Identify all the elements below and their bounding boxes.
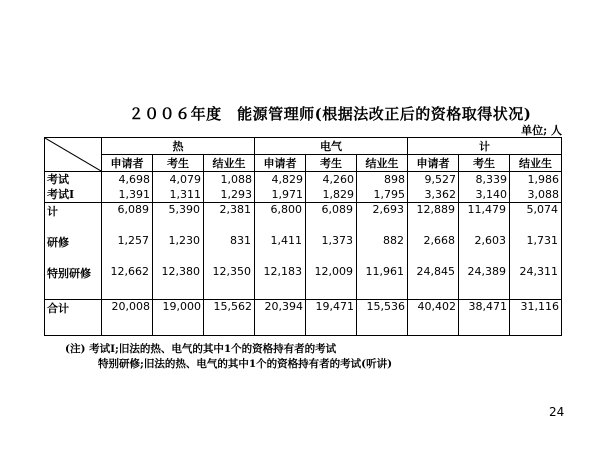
table-cell: 4,698 1,391 bbox=[102, 172, 153, 203]
footnotes bbox=[65, 342, 392, 372]
table-cell: 15,536 bbox=[357, 300, 408, 336]
table-cell: 2,693 882 11,961 bbox=[357, 203, 408, 300]
row-label: 计 bbox=[47, 205, 58, 218]
table-cell: 19,000 bbox=[153, 300, 204, 336]
subheader-examinees: 考生 bbox=[459, 155, 510, 172]
table-cell: 6,089 1,257 12,662 bbox=[102, 203, 153, 300]
group-header-total: 计 bbox=[408, 138, 562, 155]
subheader-applicants: 申请者 bbox=[408, 155, 459, 172]
table-cell: 4,829 1,971 bbox=[255, 172, 306, 203]
footnote-line: (注) 考试Ⅰ;旧法的热、电气的其中1个的资格持有者的考试 bbox=[65, 343, 337, 355]
subheader-examinees: 考生 bbox=[306, 155, 357, 172]
table-row-grand-total bbox=[45, 300, 562, 336]
table-cell: 2,381 831 12,350 bbox=[204, 203, 255, 300]
group-header-heat: 热 bbox=[102, 138, 255, 155]
page-number: 24 bbox=[549, 405, 565, 419]
diagonal-line bbox=[45, 138, 101, 171]
subheader-examinees: 考生 bbox=[153, 155, 204, 172]
row-label: 考试Ⅰ bbox=[47, 188, 75, 201]
row-label-group bbox=[45, 203, 102, 300]
group-header-electric: 电气 bbox=[255, 138, 408, 155]
table-cell: 6,089 1,373 12,009 bbox=[306, 203, 357, 300]
table-cell: 9,527 3,362 bbox=[408, 172, 459, 203]
table-cell: 20,394 bbox=[255, 300, 306, 336]
row-label-exam bbox=[45, 172, 102, 203]
table-cell: 40,402 bbox=[408, 300, 459, 336]
table-cell: 11,479 2,603 24,389 bbox=[459, 203, 510, 300]
table-cell: 38,471 bbox=[459, 300, 510, 336]
table-cell: 5,390 1,230 12,380 bbox=[153, 203, 204, 300]
table-cell: 31,116 bbox=[510, 300, 562, 336]
table-row-exam bbox=[45, 172, 562, 203]
table-cell: 15,562 bbox=[204, 300, 255, 336]
table-cell: 5,074 1,731 24,311 bbox=[510, 203, 562, 300]
table-cell: 898 1,795 bbox=[357, 172, 408, 203]
subheader-graduates: 结业生 bbox=[510, 155, 562, 172]
table-cell: 1,986 3,088 bbox=[510, 172, 562, 203]
table-cell: 4,260 1,829 bbox=[306, 172, 357, 203]
table-row-summary bbox=[45, 203, 562, 300]
table-cell: 1,088 1,293 bbox=[204, 172, 255, 203]
row-label: 研修 bbox=[47, 236, 69, 249]
subheader-graduates: 结业生 bbox=[204, 155, 255, 172]
page-title: ２００６年度 能源管理师(根据法改正后的资格取得状况) bbox=[128, 105, 532, 123]
subheader-applicants: 申请者 bbox=[255, 155, 306, 172]
subheader-applicants: 申请者 bbox=[102, 155, 153, 172]
table-cell: 8,339 3,140 bbox=[459, 172, 510, 203]
row-label: 特别研修 bbox=[47, 267, 91, 280]
row-label: 考试 bbox=[47, 173, 69, 186]
corner-cell bbox=[45, 138, 102, 172]
footnote-line: 特别研修;旧法的热、电气的其中1个的资格持有者的考试(听讲) bbox=[98, 358, 393, 370]
row-label-grand-total: 合计 bbox=[45, 300, 102, 336]
subheader-graduates: 结业生 bbox=[357, 155, 408, 172]
table-cell: 6,800 1,411 12,183 bbox=[255, 203, 306, 300]
qualification-table bbox=[44, 137, 562, 336]
table-cell: 4,079 1,311 bbox=[153, 172, 204, 203]
table-cell: 20,008 bbox=[102, 300, 153, 336]
table-cell: 19,471 bbox=[306, 300, 357, 336]
table-cell: 12,889 2,668 24,845 bbox=[408, 203, 459, 300]
unit-label: 单位; 人 bbox=[521, 124, 562, 137]
